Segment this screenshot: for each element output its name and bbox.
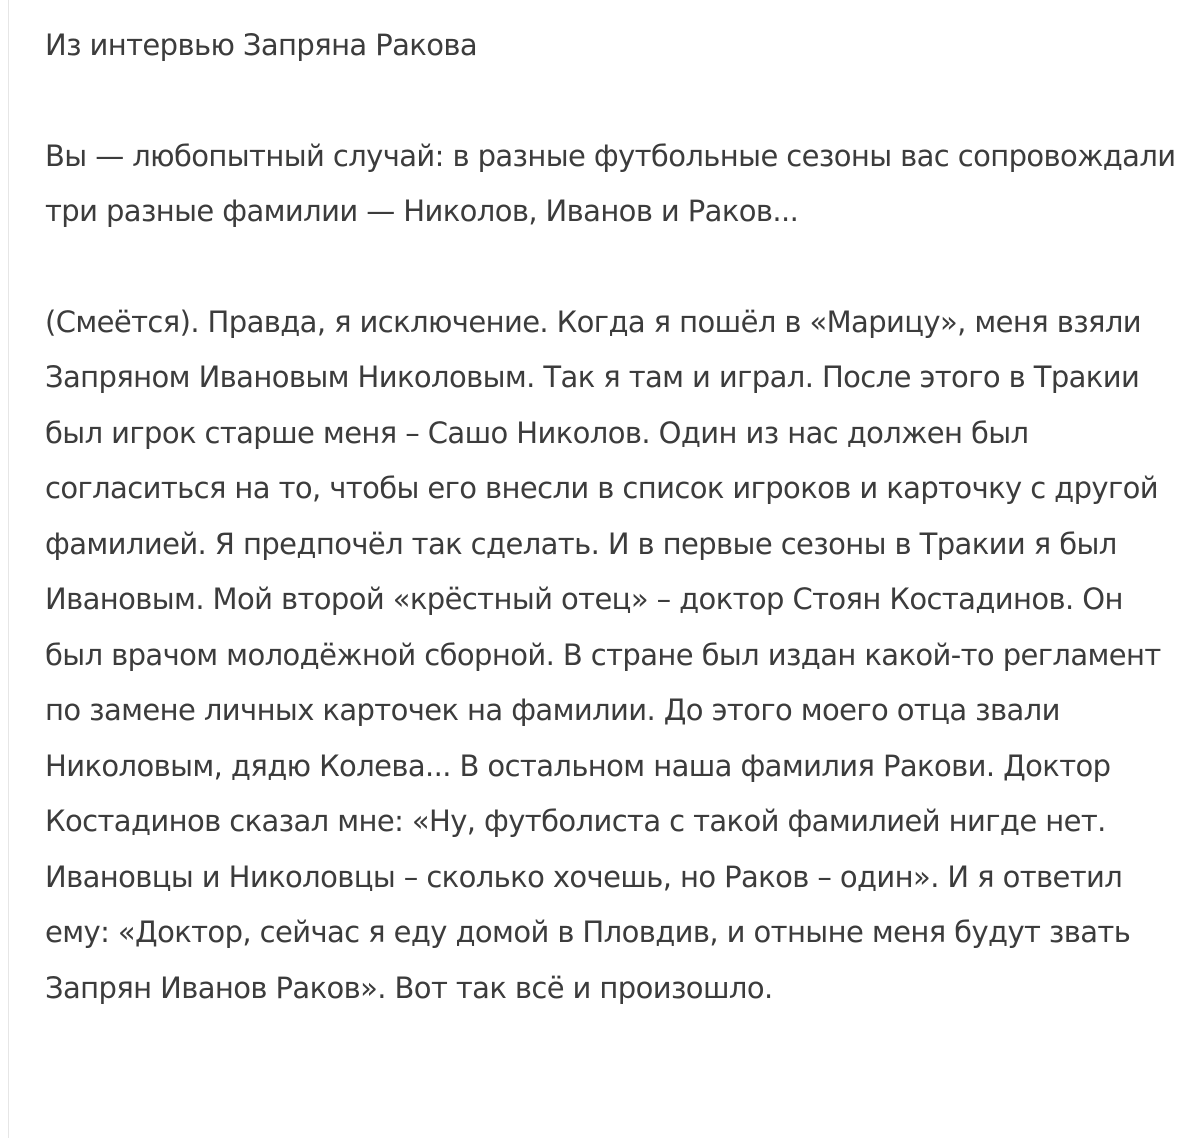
interview-title: Из интервью Запряна Ракова: [45, 28, 478, 62]
interview-answer: (Смеётся). Правда, я исключение. Когда я пошёл в «Марицу», меня взяли Запряном Ивановым Николовым. Так я там и играл. После этого в Тракии был игрок старше меня – Сашо Николов. Один из нас должен был согласиться на то, чтобы его внесли в список игроков и карточку с другой фамилией. Я предпочёл так сделать. И в первые сезоны в Тракии я был Ивановым. Мой второй «крёстный отец» – доктор Стоян Костадинов. Он был врачом молодёжной сборной. В стране был издан какой-то регламент по замене личных карточек на фамилии. До этого моего отца звали Николовым, дядю Колева... В остальном наша фамилия Ракови. Доктор Костадинов сказал мне: «Ну, футболиста с такой фамилией нигде нет. Ивановцы и Николовцы – сколько хочешь, но Раков – один». И я ответил ему: «Доктор, сейчас я еду домой в Пловдив, и отныне меня будут звать Запрян Иванов Раков». Вот так всё и произошло.: [45, 304, 1161, 1005]
left-border-line: [8, 0, 9, 1138]
interview-text: [45, 18, 1180, 1016]
interview-question: Вы — любопытный случай: в разные футбольные сезоны вас сопровождали три разные фамилии — Николов, Иванов и Раков...: [45, 138, 1176, 228]
